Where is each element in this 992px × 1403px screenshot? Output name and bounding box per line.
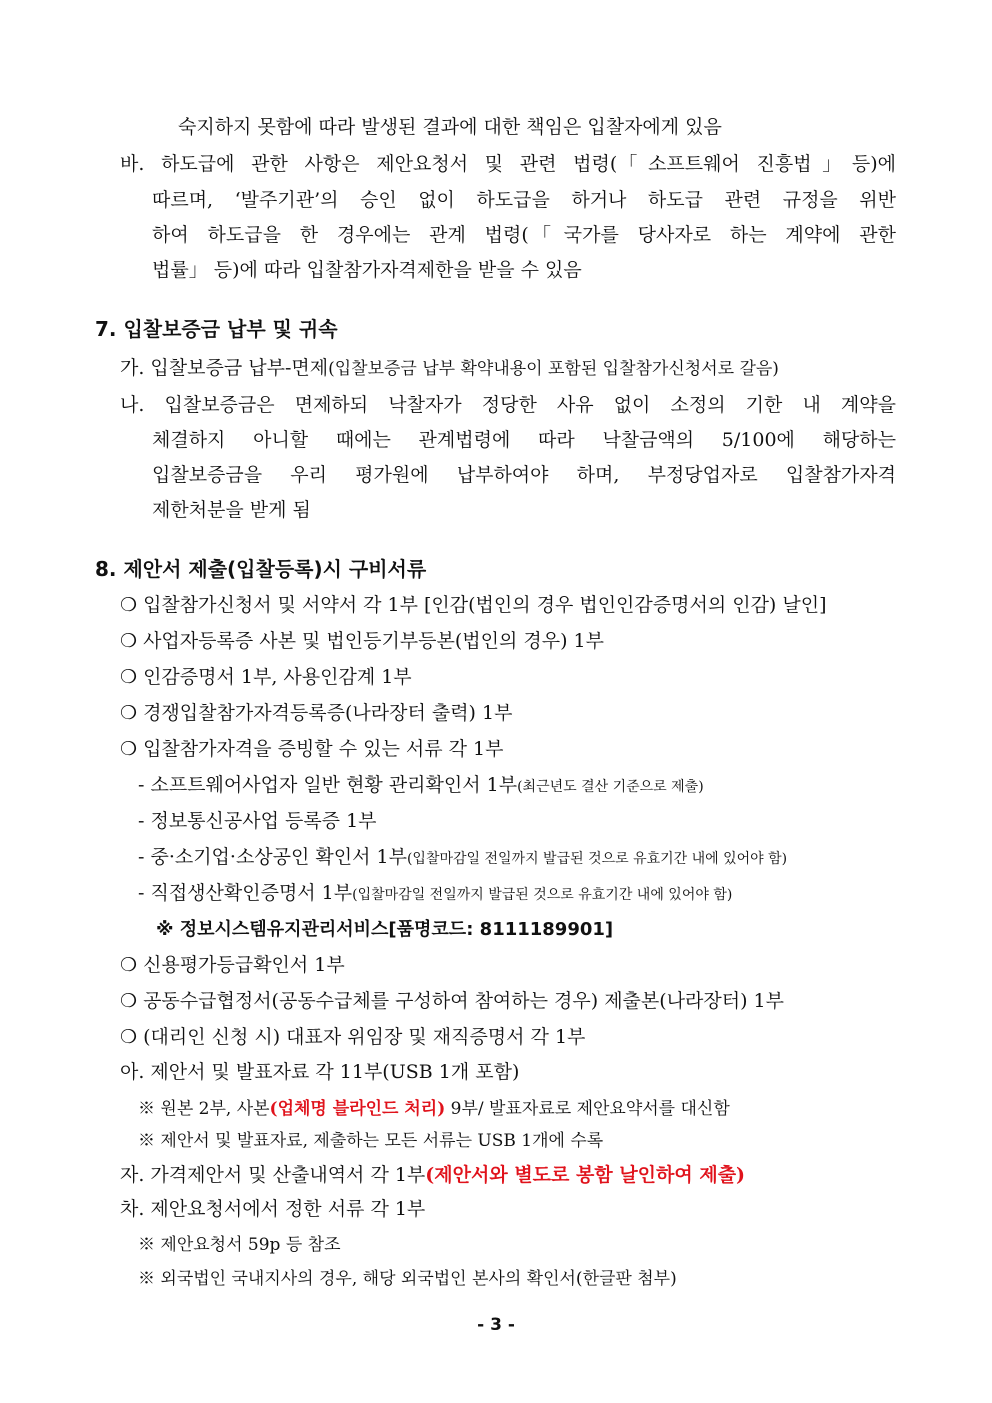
product-code-note: ※ 정보시스템유지관리서비스[품명코드: 8111189901]	[156, 919, 614, 940]
item-ga-line	[120, 355, 779, 382]
item-ba-line-1: 바. 하도급에 관한 사항은 제안요청서 및 관련 법령(「소프트웨어 진흥법」등)에	[120, 153, 896, 175]
sealed-emphasis: (제안서와 별도로 봉함 날인하여 제출)	[425, 1164, 746, 1186]
sub-item-main: - 직접생산확인증명서 1부	[138, 882, 353, 904]
note-text: 9부/ 발표자료로 제안요약서를 대신함	[445, 1099, 730, 1119]
page-number: - 3 -	[477, 1315, 515, 1335]
item-ga-note: (입찰보증금 납부 확약내용이 포함된 입찰참가신청서로 갈음)	[328, 359, 779, 379]
bullet-item: ❍ 인감증명서 1부, 사용인감계 1부	[120, 666, 412, 688]
note-line: ※ 제안요청서 59p 등 참조	[138, 1235, 341, 1255]
sub-item-main: - 소프트웨어사업자 일반 현황 관리확인서 1부	[138, 774, 518, 796]
item-ba-line-2: 따르며, ‘발주기관’의 승인 없이 하도급을 하거나 하도급 관련 규정을 위반	[152, 189, 896, 211]
section-8-heading: 8. 제안서 제출(입찰등록)시 구비서류	[95, 557, 427, 581]
bullet-item: ❍ 공동수급협정서(공동수급체를 구성하여 참여하는 경우) 제출본(나라장터) 1부	[120, 990, 784, 1012]
bullet-item: ❍ 경쟁입찰참가자격등록증(나라장터 출력) 1부	[120, 702, 513, 724]
sub-item-note: (입찰마감일 전일까지 발급된 것으로 유효기간 내에 있어야 함)	[352, 887, 733, 903]
note-line: ※ 제안서 및 발표자료, 제출하는 모든 서류는 USB 1개에 수록	[138, 1131, 604, 1151]
sub-item-note: (입찰마감일 전일까지 발급된 것으로 유효기간 내에 있어야 함)	[406, 851, 788, 867]
item-ba-line-3: 하여 하도급을 한 경우에는 관계 법령(「국가를 당사자로 하는 계약에 관한	[152, 224, 896, 246]
continuation-line: 숙지하지 못함에 따라 발생된 결과에 대한 책임은 입찰자에게 있음	[178, 116, 722, 138]
item-na-line-2: 체결하지 아니할 때에는 관계법령에 따라 낙찰금액의 5/100에 해당하는	[152, 429, 896, 451]
item-ja	[120, 1162, 745, 1188]
bullet-item: ❍ 신용평가등급확인서 1부	[120, 954, 345, 976]
sub-item	[138, 772, 704, 800]
sub-item: - 정보통신공사업 등록증 1부	[138, 810, 377, 832]
item-ga-main: 가. 입찰보증금 납부-면제	[120, 357, 329, 379]
item-ah: 아. 제안서 및 발표자료 각 11부(USB 1개 포함)	[120, 1061, 520, 1083]
sub-item	[138, 844, 787, 872]
note-line	[138, 1096, 730, 1122]
item-ja-main: 자. 가격제안서 및 산출내역서 각 1부	[120, 1164, 426, 1186]
sub-item-main: - 중·소기업·소상공인 확인서 1부	[138, 846, 407, 868]
item-na-line-3: 입찰보증금을 우리 평가원에 납부하여야 하며, 부정당업자로 입찰참가자격	[152, 464, 896, 486]
sub-item	[138, 880, 732, 908]
item-na-line-4: 제한처분을 받게 됨	[152, 499, 311, 521]
blind-emphasis: (업체명 블라인드 처리)	[269, 1099, 446, 1119]
section-7-heading: 7. 입찰보증금 납부 및 귀속	[95, 317, 338, 341]
bullet-item: ❍ 입찰참가신청서 및 서약서 각 1부 [인감(법인의 경우 법인인감증명서의 인감) 날인]	[120, 594, 827, 616]
sub-item-note: (최근년도 결산 기준으로 제출)	[517, 779, 704, 795]
bullet-item: ❍ (대리인 신청 시) 대표자 위임장 및 재직증명서 각 1부	[120, 1026, 586, 1048]
bullet-item: ❍ 입찰참가자격을 증빙할 수 있는 서류 각 1부	[120, 738, 504, 760]
item-cha: 차. 제안요청서에서 정한 서류 각 1부	[120, 1198, 426, 1220]
item-ba-line-4: 법률」 등)에 따라 입찰참가자격제한을 받을 수 있음	[152, 259, 582, 281]
item-na-line-1: 나. 입찰보증금은 면제하되 낙찰자가 정당한 사유 없이 소정의 기한 내 계약을	[120, 394, 896, 416]
bullet-item: ❍ 사업자등록증 사본 및 법인등기부등본(법인의 경우) 1부	[120, 630, 604, 652]
note-line: ※ 외국법인 국내지사의 경우, 해당 외국법인 본사의 확인서(한글판 첨부)	[138, 1269, 677, 1289]
note-text: ※ 원본 2부, 사본	[138, 1099, 270, 1119]
